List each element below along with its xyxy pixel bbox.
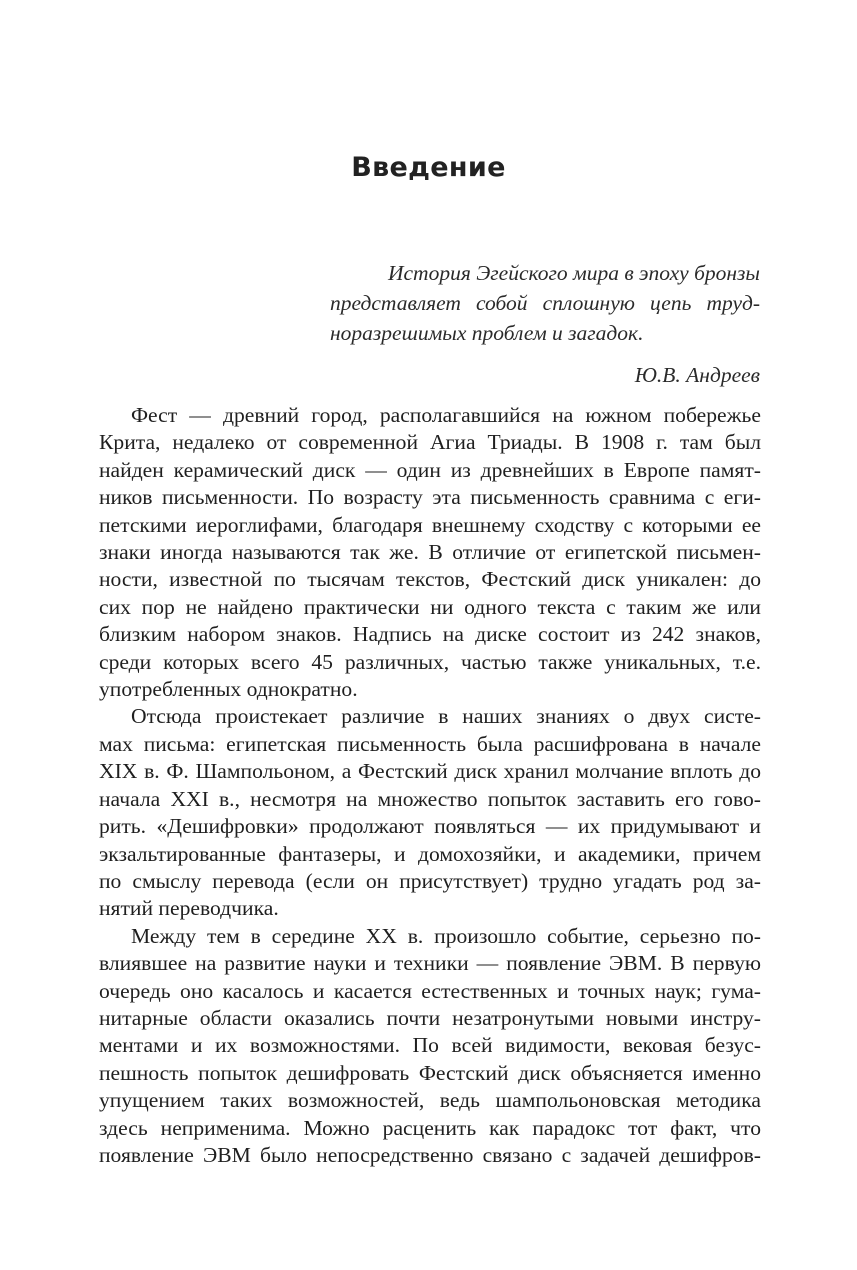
paragraph-2 [99,703,761,922]
text-line: пешность попыток дешифровать Фестский диск объясняется именно [99,1060,761,1085]
text-line: мах письма: египетская письменность была расшифрована в начале [99,731,761,756]
epigraph-line: представляет собой сплошную цепь труд- [330,291,760,315]
text-line: XIX в. Ф. Шампольоном, а Фестский диск хранил молчание вплоть до [99,759,761,784]
epigraph-line: норазрешимых проблем и загадок. [330,321,644,345]
epigraph [330,258,760,390]
text-line: петскими иероглифами, благодаря внешнему сходству с которыми ее [99,512,761,537]
main-text [99,402,761,1169]
text-line: сих пор не найдено практически ни одного текста с таким же или [99,594,761,619]
text-line: упущением таких возможностей, ведь шампольоновская методика [99,1088,761,1113]
text-line: Фест — древний город, располагавшийся на южном побережье [131,403,761,427]
text-line: появление ЭВМ было непосредственно связано с задачей дешифров- [99,1142,761,1167]
text-line: среди которых всего 45 различных, частью также уникальных, т.е. [99,649,761,674]
text-line: знаки иногда называются так же. В отличие от египетской письмен- [99,540,761,565]
text-line: начала XXI в., несмотря на множество попыток заставить его гово- [99,786,761,811]
text-line: Крита, недалеко от современной Агиа Триады. В 1908 г. там был [99,430,761,455]
text-line: экзальтированные фантазеры, и домохозяйки, и академики, причем [99,841,761,866]
paragraph-3 [99,923,761,1170]
text-line: здесь неприменима. Можно расценить как парадокс тот факт, что [99,1115,761,1140]
text-line: употребленных однократно. [99,677,358,702]
text-line: близким набором знаков. Надпись на диске состоит из 242 знаков, [99,622,761,647]
chapter-title: Введение [351,152,506,183]
paragraph-1 [99,402,761,703]
text-line: Между тем в середине XX в. произошло событие, серьезно по- [131,923,761,948]
text-line: ников письменности. По возрасту эта письменность сравнима с еги- [99,485,761,510]
text-line: Отсюда проистекает различие в наших знаниях о двух систе- [131,704,761,729]
text-line: очередь оно касалось и касается естественных и точных наук; гума- [99,978,761,1003]
text-line: влиявшее на развитие науки и техники — появление ЭВМ. В первую [99,951,761,976]
text-line: ментами и их возможностями. По всей видимости, вековая безус- [99,1033,761,1058]
epigraph-line: История Эгейского мира в эпоху бронзы [387,261,760,285]
text-line: найден керамический диск — один из древнейших в Европе памят- [99,457,761,482]
epigraph-author: Ю.В. Андреев [634,363,760,387]
text-line: ности, известной по тысячам текстов, Фестский диск уникален: до [99,567,761,592]
text-line: рить. «Дешифровки» продолжают появляться — их придумывают и [99,814,761,839]
text-line: нитарные области оказались почти незатронутыми новыми инстру- [99,1005,761,1030]
text-line: по смыслу перевода (если он присутствует) трудно угадать род за- [99,868,761,893]
text-line: нятий переводчика. [99,896,279,921]
